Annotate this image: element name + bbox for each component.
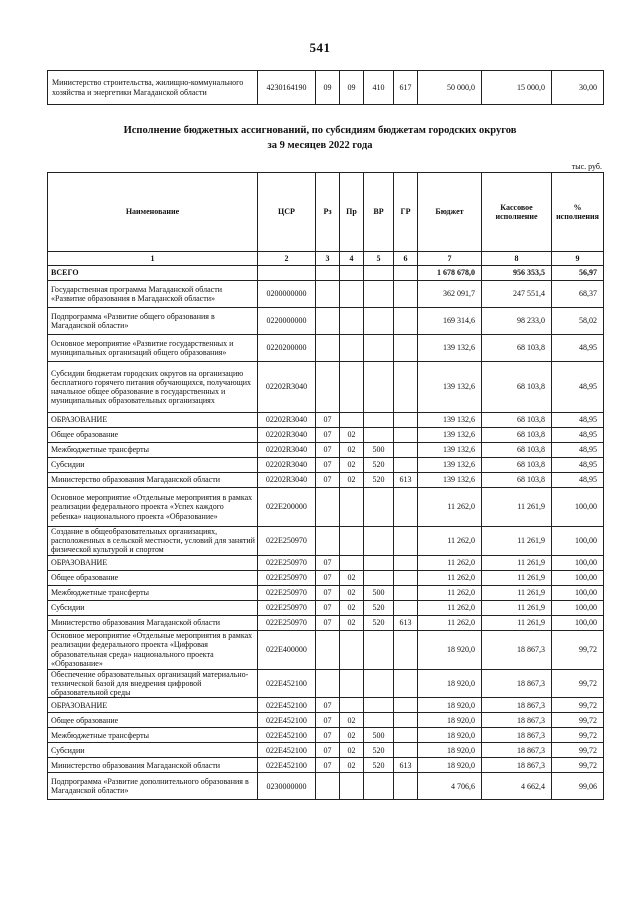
- cell-csr: 022E452100: [258, 758, 316, 773]
- cell-pr: [340, 281, 364, 308]
- cell-pct: 68,37: [552, 281, 604, 308]
- cell-rz: [316, 266, 340, 281]
- cell-rz: [316, 362, 340, 413]
- cell-pr: 02: [340, 713, 364, 728]
- cell-name: Межбюджетные трансферты: [48, 585, 258, 600]
- row-gr: 617: [394, 71, 418, 105]
- cell-gr: [394, 773, 418, 800]
- cell-name: Обеспечение образовательных организаций материально-технической базой для внедрения цифровой образовательной среды: [48, 669, 258, 698]
- cell-vr: [364, 773, 394, 800]
- cell-gr: [394, 630, 418, 669]
- cell-csr: 02202R3040: [258, 362, 316, 413]
- table-row: [48, 428, 604, 443]
- cell-rz: [316, 527, 340, 556]
- cell-vr: [364, 713, 394, 728]
- cell-pr: 02: [340, 758, 364, 773]
- cell-pct: 100,00: [552, 570, 604, 585]
- cell-budget: 18 920,0: [418, 743, 482, 758]
- cell-budget: 18 920,0: [418, 669, 482, 698]
- cell-rz: 07: [316, 458, 340, 473]
- cell-rz: 07: [316, 413, 340, 428]
- cell-cash: 98 233,0: [482, 308, 552, 335]
- cell-csr: 022E250970: [258, 585, 316, 600]
- cell-csr: 02202R3040: [258, 428, 316, 443]
- cell-gr: [394, 698, 418, 713]
- table-row: [48, 362, 604, 413]
- cell-vr: [364, 428, 394, 443]
- cell-gr: [394, 413, 418, 428]
- cell-pr: 02: [340, 743, 364, 758]
- cell-pct: 99,72: [552, 758, 604, 773]
- cell-name: Межбюджетные трансферты: [48, 443, 258, 458]
- cell-pr: [340, 527, 364, 556]
- cell-cash: 11 261,9: [482, 615, 552, 630]
- header-gr: ГР: [394, 173, 418, 252]
- cell-csr: 02202R3040: [258, 473, 316, 488]
- cell-gr: [394, 281, 418, 308]
- cell-csr: 022E200000: [258, 488, 316, 527]
- cell-pct: 48,95: [552, 413, 604, 428]
- table-row: [48, 698, 604, 713]
- cell-pct: 99,06: [552, 773, 604, 800]
- cell-vr: [364, 669, 394, 698]
- cell-rz: [316, 335, 340, 362]
- cell-rz: 07: [316, 443, 340, 458]
- unit-label: тыс. руб.: [571, 162, 602, 171]
- cell-pr: 02: [340, 728, 364, 743]
- cell-rz: [316, 281, 340, 308]
- document-title: [40, 124, 600, 153]
- cell-name: Подпрограмма «Развитие общего образования в Магаданской области»: [48, 308, 258, 335]
- cell-rz: 07: [316, 570, 340, 585]
- cell-pr: 02: [340, 443, 364, 458]
- cell-pct: 100,00: [552, 585, 604, 600]
- cell-budget: 169 314,6: [418, 308, 482, 335]
- cell-rz: [316, 488, 340, 527]
- cell-vr: [364, 630, 394, 669]
- cell-vr: [364, 281, 394, 308]
- cell-name: ОБРАЗОВАНИЕ: [48, 698, 258, 713]
- cell-pct: 99,72: [552, 728, 604, 743]
- cell-vr: [364, 335, 394, 362]
- col-number: 8: [482, 252, 552, 266]
- cell-pr: [340, 773, 364, 800]
- cell-vr: [364, 570, 394, 585]
- cell-pr: 02: [340, 458, 364, 473]
- cell-gr: [394, 527, 418, 556]
- table-row: [48, 713, 604, 728]
- cell-csr: 022E250970: [258, 600, 316, 615]
- col-number: 5: [364, 252, 394, 266]
- cell-name: ОБРАЗОВАНИЕ: [48, 413, 258, 428]
- cell-pct: 48,95: [552, 443, 604, 458]
- cell-vr: 520: [364, 458, 394, 473]
- cell-cash: 11 261,9: [482, 570, 552, 585]
- cell-gr: [394, 458, 418, 473]
- cell-budget: 11 262,0: [418, 570, 482, 585]
- cell-pct: 99,72: [552, 713, 604, 728]
- cell-name: Основное мероприятие «Отдельные мероприятия в рамках реализации федерального проекта «Цифровая образовательная среда» национального проекта «Образование»: [48, 630, 258, 669]
- cell-vr: [364, 362, 394, 413]
- table-row: [48, 600, 604, 615]
- cell-budget: 11 262,0: [418, 585, 482, 600]
- cell-gr: [394, 443, 418, 458]
- cell-name: Общее образование: [48, 428, 258, 443]
- header-vr: ВР: [364, 173, 394, 252]
- cell-budget: 139 132,6: [418, 443, 482, 458]
- cell-name: Общее образование: [48, 713, 258, 728]
- cell-gr: [394, 488, 418, 527]
- cell-budget: 18 920,0: [418, 630, 482, 669]
- cell-pct: 99,72: [552, 630, 604, 669]
- table-row: [48, 335, 604, 362]
- cell-rz: 07: [316, 728, 340, 743]
- col-number: 3: [316, 252, 340, 266]
- table-row: [48, 473, 604, 488]
- cell-gr: [394, 585, 418, 600]
- previous-page-tail-table: [47, 70, 604, 105]
- row-rz: 09: [316, 71, 340, 105]
- cell-gr: [394, 743, 418, 758]
- cell-cash: 68 103,8: [482, 362, 552, 413]
- cell-budget: 362 091,7: [418, 281, 482, 308]
- cell-cash: 68 103,8: [482, 413, 552, 428]
- cell-csr: 022E452100: [258, 728, 316, 743]
- row-budget: 50 000,0: [418, 71, 482, 105]
- cell-gr: 613: [394, 615, 418, 630]
- cell-pr: 02: [340, 615, 364, 630]
- cell-cash: 18 867,3: [482, 698, 552, 713]
- cell-cash: 4 662,4: [482, 773, 552, 800]
- cell-pct: 100,00: [552, 488, 604, 527]
- cell-cash: 18 867,3: [482, 669, 552, 698]
- cell-vr: 520: [364, 600, 394, 615]
- table-row: [48, 758, 604, 773]
- cell-budget: 18 920,0: [418, 728, 482, 743]
- cell-vr: [364, 266, 394, 281]
- column-number-row: [48, 252, 604, 266]
- cell-cash: 18 867,3: [482, 713, 552, 728]
- cell-rz: 07: [316, 555, 340, 570]
- cell-cash: 11 261,9: [482, 555, 552, 570]
- cell-rz: 07: [316, 713, 340, 728]
- cell-name: ОБРАЗОВАНИЕ: [48, 555, 258, 570]
- cell-name: Основное мероприятие «Развитие государственных и муниципальных организаций общего образования»: [48, 335, 258, 362]
- cell-cash: 18 867,3: [482, 743, 552, 758]
- row-vr: 410: [364, 71, 394, 105]
- cell-name: Государственная программа Магаданской области «Развитие образования в Магаданской области»: [48, 281, 258, 308]
- cell-gr: 613: [394, 758, 418, 773]
- cell-cash: 247 551,4: [482, 281, 552, 308]
- header-pct: % исполнения: [552, 173, 604, 252]
- cell-csr: 0230000000: [258, 773, 316, 800]
- cell-pr: [340, 308, 364, 335]
- cell-vr: 500: [364, 443, 394, 458]
- cell-cash: 68 103,8: [482, 443, 552, 458]
- cell-vr: [364, 698, 394, 713]
- cell-pr: [340, 630, 364, 669]
- header-budget: Бюджет: [418, 173, 482, 252]
- cell-csr: 02202R3040: [258, 443, 316, 458]
- cell-name: Субсидии: [48, 458, 258, 473]
- table-row: [48, 773, 604, 800]
- cell-cash: 11 261,9: [482, 600, 552, 615]
- cell-rz: [316, 773, 340, 800]
- cell-name: Министерство образования Магаданской области: [48, 615, 258, 630]
- cell-vr: 500: [364, 728, 394, 743]
- cell-name: Субсидии бюджетам городских округов на организацию бесплатного горячего питания обучающихся, получающих начальное общее образование в государственных и муниципальных образовательных организациях: [48, 362, 258, 413]
- cell-csr: 022E452100: [258, 713, 316, 728]
- cell-rz: 07: [316, 585, 340, 600]
- cell-rz: 07: [316, 428, 340, 443]
- table-row: [48, 630, 604, 669]
- row-csr: 4230164190: [258, 71, 316, 105]
- col-number: 9: [552, 252, 604, 266]
- col-number: 4: [340, 252, 364, 266]
- cell-gr: [394, 669, 418, 698]
- cell-budget: 139 132,6: [418, 473, 482, 488]
- table-row: [48, 71, 604, 105]
- cell-pct: 56,97: [552, 266, 604, 281]
- cell-budget: 11 262,0: [418, 555, 482, 570]
- cell-pr: 02: [340, 570, 364, 585]
- cell-rz: 07: [316, 743, 340, 758]
- cell-pct: 100,00: [552, 555, 604, 570]
- header-row: [48, 173, 604, 252]
- col-number: 7: [418, 252, 482, 266]
- cell-rz: 07: [316, 600, 340, 615]
- cell-vr: 520: [364, 473, 394, 488]
- cell-gr: [394, 266, 418, 281]
- cell-budget: 11 262,0: [418, 527, 482, 556]
- cell-cash: 11 261,9: [482, 488, 552, 527]
- cell-csr: 02202R3040: [258, 413, 316, 428]
- cell-gr: [394, 728, 418, 743]
- cell-rz: [316, 669, 340, 698]
- row-name: Министерство строительства, жилищно-коммунального хозяйства и энергетики Магаданской области: [48, 71, 258, 105]
- cell-vr: [364, 527, 394, 556]
- cell-pr: [340, 555, 364, 570]
- cell-csr: 02202R3040: [258, 458, 316, 473]
- cell-gr: [394, 362, 418, 413]
- table-row: [48, 443, 604, 458]
- cell-rz: 07: [316, 698, 340, 713]
- cell-name: Субсидии: [48, 743, 258, 758]
- cell-cash: 11 261,9: [482, 585, 552, 600]
- cell-gr: [394, 570, 418, 585]
- cell-cash: 956 353,5: [482, 266, 552, 281]
- cell-csr: 0220200000: [258, 335, 316, 362]
- cell-budget: 139 132,6: [418, 413, 482, 428]
- table-row: [48, 527, 604, 556]
- cell-rz: [316, 308, 340, 335]
- cell-pct: 48,95: [552, 335, 604, 362]
- cell-pr: [340, 488, 364, 527]
- cell-csr: 022E452100: [258, 669, 316, 698]
- table-row: [48, 555, 604, 570]
- cell-pr: [340, 669, 364, 698]
- row-pr: 09: [340, 71, 364, 105]
- cell-cash: 68 103,8: [482, 335, 552, 362]
- cell-pr: [340, 362, 364, 413]
- cell-rz: 07: [316, 758, 340, 773]
- title-line-2: за 9 месяцев 2022 года: [267, 139, 373, 151]
- cell-budget: 18 920,0: [418, 758, 482, 773]
- cell-vr: 500: [364, 585, 394, 600]
- cell-budget: 18 920,0: [418, 713, 482, 728]
- cell-pct: 100,00: [552, 527, 604, 556]
- cell-rz: 07: [316, 473, 340, 488]
- cell-pct: 99,72: [552, 698, 604, 713]
- table-row: [48, 281, 604, 308]
- cell-budget: 11 262,0: [418, 615, 482, 630]
- cell-vr: 520: [364, 615, 394, 630]
- table-row: [48, 743, 604, 758]
- row-cash: 15 000,0: [482, 71, 552, 105]
- cell-csr: [258, 266, 316, 281]
- cell-budget: 4 706,6: [418, 773, 482, 800]
- cell-cash: 68 103,8: [482, 458, 552, 473]
- header-csr: ЦСР: [258, 173, 316, 252]
- table-row: [48, 728, 604, 743]
- table-row: [48, 458, 604, 473]
- cell-cash: 11 261,9: [482, 527, 552, 556]
- header-name: Наименование: [48, 173, 258, 252]
- cell-csr: 022E452100: [258, 743, 316, 758]
- cell-pct: 99,72: [552, 669, 604, 698]
- cell-gr: [394, 428, 418, 443]
- cell-pct: 48,95: [552, 473, 604, 488]
- cell-name: Подпрограмма «Развитие дополнительного образования в Магаданской области»: [48, 773, 258, 800]
- col-number: 1: [48, 252, 258, 266]
- col-number: 6: [394, 252, 418, 266]
- title-line-1: Исполнение бюджетных ассигнований, по субсидиям бюджетам городских округов: [123, 125, 517, 136]
- cell-pct: 48,95: [552, 428, 604, 443]
- table-row: [48, 585, 604, 600]
- table-row: [48, 488, 604, 527]
- cell-cash: 18 867,3: [482, 728, 552, 743]
- subsidies-table: [47, 172, 604, 800]
- cell-name: Субсидии: [48, 600, 258, 615]
- table-row: [48, 570, 604, 585]
- cell-budget: 11 262,0: [418, 488, 482, 527]
- cell-name: Межбюджетные трансферты: [48, 728, 258, 743]
- cell-pr: [340, 335, 364, 362]
- cell-vr: [364, 308, 394, 335]
- cell-pct: 48,95: [552, 458, 604, 473]
- table-row: [48, 615, 604, 630]
- row-pct: 30,00: [552, 71, 604, 105]
- cell-vr: [364, 555, 394, 570]
- cell-vr: [364, 413, 394, 428]
- cell-cash: 18 867,3: [482, 758, 552, 773]
- cell-cash: 68 103,8: [482, 473, 552, 488]
- cell-cash: 18 867,3: [482, 630, 552, 669]
- cell-gr: [394, 713, 418, 728]
- cell-pct: 48,95: [552, 362, 604, 413]
- cell-pct: 100,00: [552, 615, 604, 630]
- cell-gr: 613: [394, 473, 418, 488]
- cell-name: Министерство образования Магаданской области: [48, 473, 258, 488]
- cell-csr: 022E250970: [258, 527, 316, 556]
- cell-vr: 520: [364, 743, 394, 758]
- table-body: [48, 266, 604, 800]
- cell-budget: 1 678 678,0: [418, 266, 482, 281]
- table-row: [48, 413, 604, 428]
- cell-pr: [340, 413, 364, 428]
- cell-vr: [364, 488, 394, 527]
- cell-budget: 11 262,0: [418, 600, 482, 615]
- cell-name: Министерство образования Магаданской области: [48, 758, 258, 773]
- table-row: [48, 669, 604, 698]
- cell-gr: [394, 308, 418, 335]
- cell-budget: 18 920,0: [418, 698, 482, 713]
- cell-pct: 58,02: [552, 308, 604, 335]
- cell-gr: [394, 555, 418, 570]
- cell-budget: 139 132,6: [418, 458, 482, 473]
- cell-rz: 07: [316, 615, 340, 630]
- col-number: 2: [258, 252, 316, 266]
- cell-pct: 99,72: [552, 743, 604, 758]
- header-rz: Рз: [316, 173, 340, 252]
- cell-pct: 100,00: [552, 600, 604, 615]
- cell-csr: 022E400000: [258, 630, 316, 669]
- table-row-total: [48, 266, 604, 281]
- header-pr: Пр: [340, 173, 364, 252]
- cell-budget: 139 132,6: [418, 362, 482, 413]
- cell-budget: 139 132,6: [418, 335, 482, 362]
- cell-csr: 022E452100: [258, 698, 316, 713]
- cell-csr: 0200000000: [258, 281, 316, 308]
- cell-gr: [394, 600, 418, 615]
- cell-csr: 022E250970: [258, 555, 316, 570]
- cell-pr: [340, 266, 364, 281]
- table-row: [48, 308, 604, 335]
- cell-name: Основное мероприятие «Отдельные мероприятия в рамках реализации федерального проекта «Успех каждого ребенка» национального проекта «Образование»: [48, 488, 258, 527]
- cell-csr: 022E250970: [258, 615, 316, 630]
- cell-name: ВСЕГО: [48, 266, 258, 281]
- cell-gr: [394, 335, 418, 362]
- cell-name: Общее образование: [48, 570, 258, 585]
- cell-csr: 0220000000: [258, 308, 316, 335]
- header-cash: Кассовое исполнение: [482, 173, 552, 252]
- cell-cash: 68 103,8: [482, 428, 552, 443]
- cell-pr: [340, 698, 364, 713]
- cell-budget: 139 132,6: [418, 428, 482, 443]
- cell-csr: 022E250970: [258, 570, 316, 585]
- cell-pr: 02: [340, 473, 364, 488]
- cell-vr: 520: [364, 758, 394, 773]
- cell-pr: 02: [340, 428, 364, 443]
- cell-pr: 02: [340, 585, 364, 600]
- cell-rz: [316, 630, 340, 669]
- cell-name: Создание в общеобразовательных организациях, расположенных в сельской местности, условий для занятий физической культурой и спортом: [48, 527, 258, 556]
- cell-pr: 02: [340, 600, 364, 615]
- page-number: 541: [309, 40, 331, 55]
